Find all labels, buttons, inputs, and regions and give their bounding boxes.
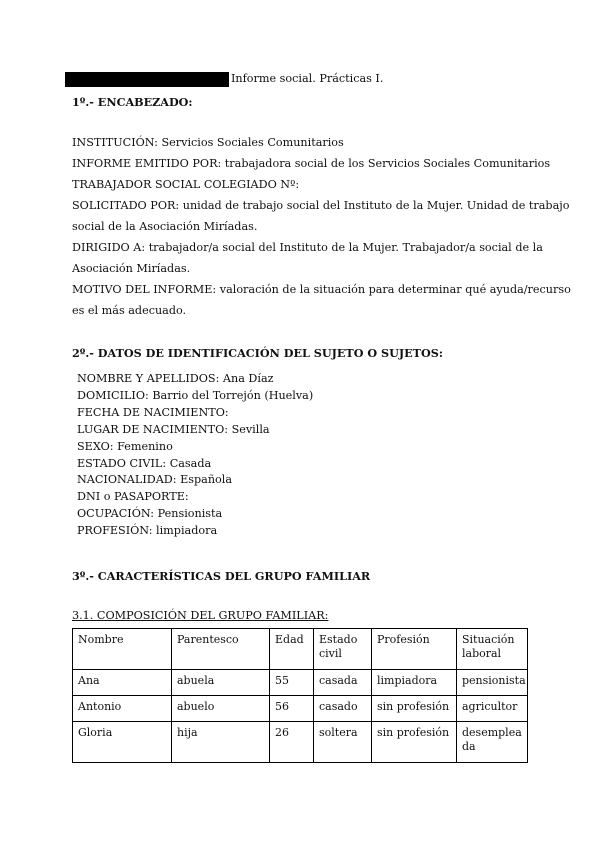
table-cell: Gloria	[73, 722, 172, 763]
addressed-to-line: DIRIGIDO A: trabajador/a social del Instituto de la Mujer. Trabajador/a social de la	[72, 241, 543, 254]
table-row	[73, 696, 528, 722]
section-3-1-subheading: 3.1. COMPOSICIÓN DEL GRUPO FAMILIAR:	[72, 609, 329, 622]
field-address: DOMICILIO: Barrio del Torrejón (Huelva)	[77, 388, 314, 402]
table-row	[73, 670, 528, 696]
table-cell: abuelo	[172, 696, 270, 722]
section-2-heading: 2º.- DATOS DE IDENTIFICACIÓN DEL SUJETO O SUJETOS:	[72, 346, 443, 360]
field-occupation: OCUPACIÓN: Pensionista	[77, 507, 223, 521]
table-cell: pensionista	[457, 670, 528, 696]
report-reason-line-cont: es el más adecuado.	[72, 304, 187, 317]
table-cell: 56	[270, 696, 314, 722]
table-cell: Antonio	[73, 696, 172, 722]
report-reason-line: MOTIVO DEL INFORME: valoración de la situación para determinar qué ayuda/recurso	[72, 283, 571, 296]
table-cell: 26	[270, 722, 314, 763]
table-cell: limpiadora	[372, 670, 457, 696]
column-header: Edad	[270, 629, 314, 670]
field-birth-date: FECHA DE NACIMIENTO:	[77, 405, 229, 419]
field-birth-place: LUGAR DE NACIMIENTO: Sevilla	[77, 422, 270, 436]
institution-line: INSTITUCIÓN: Servicios Sociales Comunitarios	[72, 136, 344, 149]
column-header: Parentesco	[172, 629, 270, 670]
table-cell: sin profesión	[372, 722, 457, 763]
requested-by-line-cont: social de la Asociación Miríadas.	[72, 220, 258, 233]
field-marital-status: ESTADO CIVIL: Casada	[77, 456, 212, 470]
table-cell: Ana	[73, 670, 172, 696]
table-header-row	[73, 629, 528, 670]
table-cell: casada	[314, 670, 372, 696]
table-cell: sin profesión	[372, 696, 457, 722]
subject-data-list	[77, 371, 313, 540]
field-nationality: NACIONALIDAD: Española	[77, 473, 233, 487]
requested-by-line: SOLICITADO POR: unidad de trabajo social del Instituto de la Mujer. Unidad de trabajo	[72, 199, 570, 212]
column-header: Situación laboral	[457, 629, 528, 670]
field-sex: SEXO: Femenino	[77, 439, 173, 453]
document-title: Informe social. Prácticas I.	[231, 72, 384, 85]
redaction-bar	[65, 72, 229, 87]
table-cell: agricultor	[457, 696, 528, 722]
addressed-to-line-cont: Asociación Miríadas.	[72, 262, 191, 275]
table-cell: soltera	[314, 722, 372, 763]
section-1-heading: 1º.- ENCABEZADO:	[72, 95, 193, 109]
table-cell: 55	[270, 670, 314, 696]
table-cell: abuela	[172, 670, 270, 696]
social-worker-number-line: TRABAJADOR SOCIAL COLEGIADO Nº:	[72, 178, 300, 191]
column-header: Estado civil	[314, 629, 372, 670]
table-cell: desempleada	[457, 722, 528, 763]
family-composition-table	[72, 628, 528, 763]
table-row	[73, 722, 528, 763]
section-3-heading: 3º.- CARACTERÍSTICAS DEL GRUPO FAMILIAR	[72, 569, 371, 583]
field-profession: PROFESIÓN: limpiadora	[77, 524, 218, 538]
field-name: NOMBRE Y APELLIDOS: Ana Díaz	[77, 372, 274, 385]
column-header: Profesión	[372, 629, 457, 670]
table-cell: hija	[172, 722, 270, 763]
table-cell: casado	[314, 696, 372, 722]
issued-by-line: INFORME EMITIDO POR: trabajadora social de los Servicios Sociales Comunitarios	[72, 157, 551, 170]
column-header: Nombre	[73, 629, 172, 670]
field-id: DNI o PASAPORTE:	[77, 490, 189, 504]
